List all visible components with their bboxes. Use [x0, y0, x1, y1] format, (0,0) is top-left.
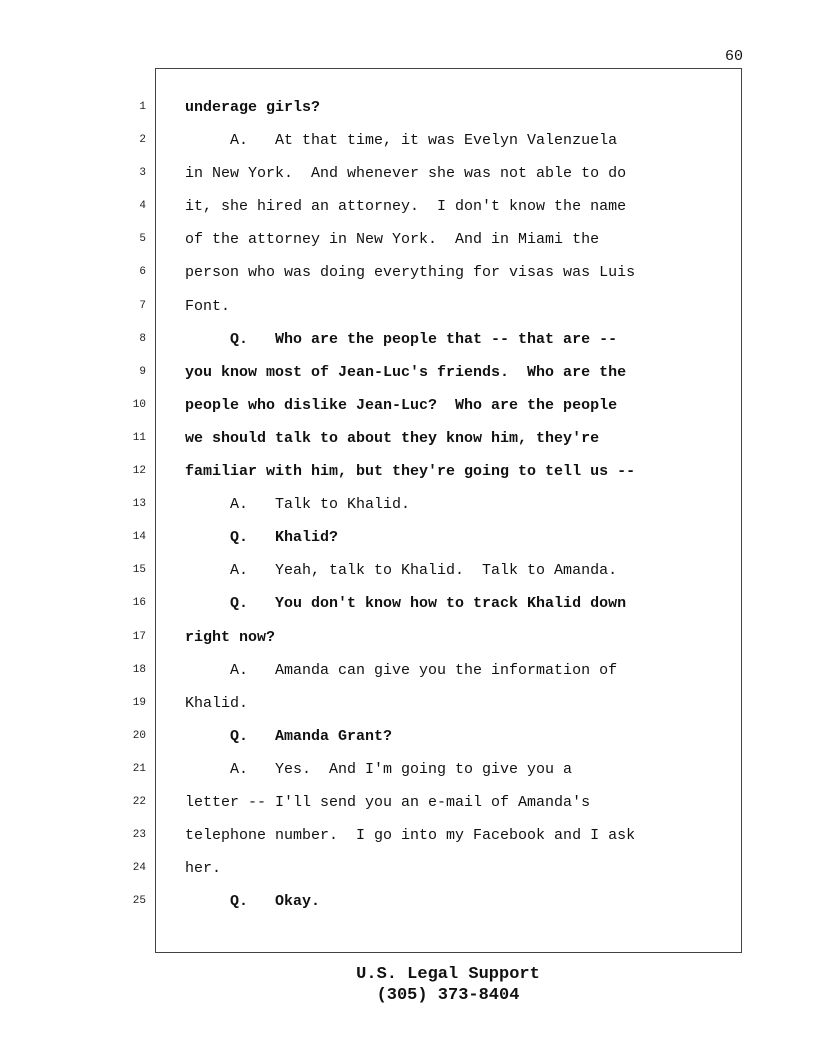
- line-number: 6: [139, 266, 146, 279]
- line-number: 24: [132, 862, 146, 875]
- question-line: Q. Okay.: [185, 893, 321, 911]
- answer-line: her.: [185, 860, 222, 878]
- line-number: 18: [132, 663, 146, 676]
- line-number: 1: [139, 101, 146, 113]
- footer: [0, 964, 816, 1006]
- answer-line: it, she hired an attorney. I don't know the name: [185, 198, 627, 216]
- line-number: 22: [132, 795, 146, 808]
- line-number: 2: [139, 134, 146, 147]
- line-number-column: [120, 91, 146, 918]
- answer-line: A. Amanda can give you the information of: [185, 661, 618, 679]
- answer-line: of the attorney in New York. And in Miami the: [185, 231, 600, 249]
- answer-line: A. Yeah, talk to Khalid. Talk to Amanda.: [185, 562, 618, 580]
- line-number: 5: [139, 233, 146, 246]
- question-line: right now?: [185, 628, 276, 646]
- answer-line: A. Talk to Khalid.: [185, 496, 411, 514]
- question-line: Q. You don't know how to track Khalid down: [185, 595, 627, 613]
- question-line: we should talk to about they know him, they're: [185, 429, 600, 447]
- line-number: 7: [139, 299, 146, 312]
- line-number: 3: [139, 167, 146, 180]
- question-line: Q. Who are the people that -- that are --: [185, 330, 618, 348]
- line-number: 20: [132, 729, 146, 742]
- line-number: 16: [132, 597, 146, 610]
- footer-phone: (305) 373-8404: [376, 986, 520, 1005]
- line-number: 15: [132, 564, 146, 577]
- line-number: 10: [132, 398, 146, 411]
- line-number: 17: [132, 630, 146, 643]
- line-number: 25: [132, 895, 146, 908]
- line-number: 13: [132, 498, 146, 511]
- line-number: 19: [132, 696, 146, 709]
- line-number: 23: [132, 829, 146, 842]
- question-line: familiar with him, but they're going to tell us --: [185, 463, 636, 481]
- line-number: 21: [132, 762, 146, 775]
- question-line: underage girls?: [185, 99, 321, 116]
- line-number: 14: [132, 531, 146, 544]
- footer-company: U.S. Legal Support: [356, 965, 540, 984]
- question-line: Q. Khalid?: [185, 529, 339, 547]
- line-number: 11: [132, 431, 146, 444]
- page-number: 60: [724, 48, 743, 65]
- question-line: Q. Amanda Grant?: [185, 727, 393, 745]
- answer-line: Khalid.: [185, 694, 249, 712]
- line-number: 9: [139, 365, 146, 378]
- question-line: you know most of Jean-Luc's friends. Who are the: [185, 363, 627, 381]
- line-number: 12: [132, 465, 146, 478]
- question-line: people who dislike Jean-Luc? Who are the people: [185, 396, 618, 414]
- answer-line: person who was doing everything for visas was Luis: [185, 264, 636, 282]
- answer-line: letter -- I'll send you an e-mail of Amanda's: [185, 793, 591, 811]
- answer-line: A. Yes. And I'm going to give you a: [185, 760, 573, 778]
- answer-line: telephone number. I go into my Facebook and I ask: [185, 827, 636, 845]
- answer-line: in New York. And whenever she was not able to do: [185, 165, 627, 183]
- line-number: 4: [139, 200, 146, 213]
- line-number: 8: [139, 332, 146, 345]
- answer-line: A. At that time, it was Evelyn Valenzuela: [185, 132, 618, 150]
- answer-line: Font.: [185, 297, 231, 315]
- transcript-text: [185, 91, 735, 918]
